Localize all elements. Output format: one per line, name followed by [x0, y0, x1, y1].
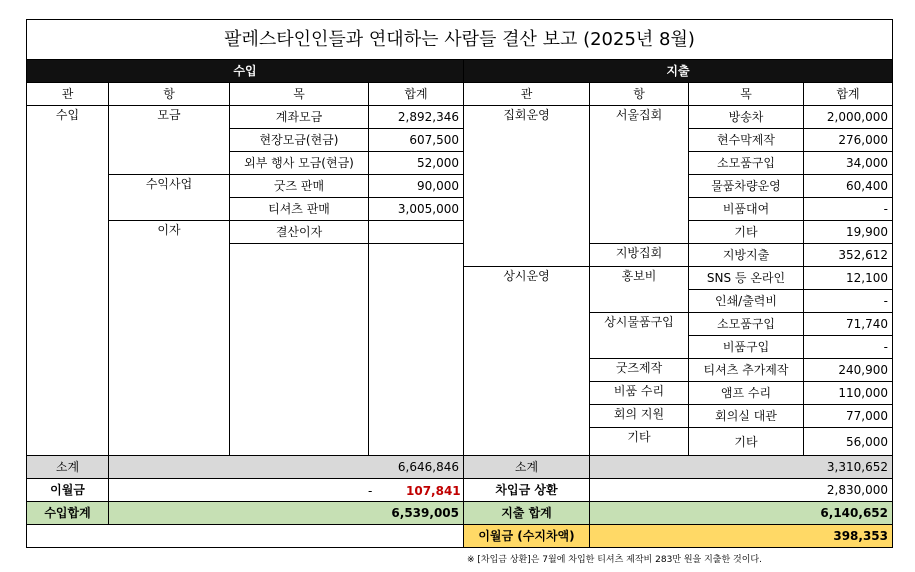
expense-mok: 지방지출: [688, 243, 804, 267]
settlement-report-sheet: [26, 19, 893, 548]
income-carry-label: 이월금: [26, 478, 109, 502]
expense-amount: 77,000: [803, 404, 893, 428]
expense-amount: 60,400: [803, 174, 893, 198]
expense-mok: 비품대여: [688, 197, 804, 221]
expense-mok: 기타: [688, 220, 804, 244]
expense-amount: 276,000: [803, 128, 893, 152]
expense-amount: 71,740: [803, 312, 893, 336]
income-subtotal-label: 소계: [26, 455, 109, 479]
income-hang-fundraising: 모금: [108, 105, 230, 175]
income-hang-interest: 이자: [108, 220, 230, 456]
expense-banner: 지출: [463, 59, 893, 83]
footnote: ※ [차입금 상환]은 7월에 차입한 티셔츠 제작비 283만 원을 지출한 것이다.: [467, 555, 762, 565]
expense-amount: 56,000: [803, 427, 893, 456]
expense-subtotal-label: 소계: [463, 455, 590, 479]
expense-mok: 인쇄/출력비: [688, 289, 804, 313]
income-mok: 외부 행사 모금(현금): [229, 151, 369, 175]
expense-hang: 지방집회: [589, 243, 689, 267]
blank-left-cell: [26, 524, 464, 548]
expense-hang: 서울집회: [589, 105, 689, 244]
expense-kwan-rally: 집회운영: [463, 105, 590, 267]
income-total-label: 수입합계: [26, 501, 109, 525]
expense-mok: 소모품구입: [688, 312, 804, 336]
income-amount: 52,000: [368, 151, 464, 175]
income-amount: 2,892,346: [368, 105, 464, 129]
final-carry-label: 이월금 (수지차액): [463, 524, 590, 548]
income-banner: 수입: [26, 59, 464, 83]
expense-mok: 앰프 수리: [688, 381, 804, 405]
income-mok: 현장모금(현금): [229, 128, 369, 152]
income-carry-sign: -: [368, 484, 373, 498]
expense-header-mok: 목: [688, 82, 804, 106]
expense-amount: 352,612: [803, 243, 893, 267]
expense-amount: 12,100: [803, 266, 893, 290]
expense-hang: 홍보비: [589, 266, 689, 313]
expense-hang: 상시물품구입: [589, 312, 689, 359]
expense-amount: 110,000: [803, 381, 893, 405]
expense-mok: 현수막제작: [688, 128, 804, 152]
income-mok: 티셔츠 판매: [229, 197, 369, 221]
expense-mok: 티셔츠 추가제작: [688, 358, 804, 382]
income-header-total: 합계: [368, 82, 464, 106]
expense-hang: 비품 수리: [589, 381, 689, 405]
income-header-mok: 목: [229, 82, 369, 106]
expense-hang: 기타: [589, 427, 689, 456]
expense-header-hang: 항: [589, 82, 689, 106]
expense-subtotal-value: 3,310,652: [589, 455, 893, 479]
expense-amount: 240,900: [803, 358, 893, 382]
expense-mok: 비품구입: [688, 335, 804, 359]
income-amount: 3,005,000: [368, 197, 464, 221]
expense-amount: -: [803, 289, 893, 313]
income-mok: 결산이자: [229, 220, 369, 244]
expense-hang: 회의 지원: [589, 404, 689, 428]
expense-amount: -: [803, 335, 893, 359]
expense-mok: 물품차량운영: [688, 174, 804, 198]
final-carry-value: 398,353: [589, 524, 893, 548]
income-amount: 90,000: [368, 174, 464, 198]
income-subtotal-value: 6,646,846: [108, 455, 464, 479]
expense-amount: 19,900: [803, 220, 893, 244]
expense-loan-label: 차입금 상환: [463, 478, 590, 502]
expense-kwan-regular: 상시운영: [463, 266, 590, 456]
expense-mok: 기타: [688, 427, 804, 456]
expense-header-kwan: 관: [463, 82, 590, 106]
expense-mok: 방송차: [688, 105, 804, 129]
income-mok: 계좌모금: [229, 105, 369, 129]
income-mok: 굿즈 판매: [229, 174, 369, 198]
expense-total-value: 6,140,652: [589, 501, 893, 525]
expense-total-label: 지출 합계: [463, 501, 590, 525]
expense-header-total: 합계: [803, 82, 893, 106]
expense-amount: 34,000: [803, 151, 893, 175]
income-hang-business: 수익사업: [108, 174, 230, 221]
expense-hang: 굿즈제작: [589, 358, 689, 382]
income-amount: [368, 220, 464, 244]
expense-mok: 소모품구입: [688, 151, 804, 175]
expense-mok: 회의실 대관: [688, 404, 804, 428]
expense-amount: -: [803, 197, 893, 221]
income-empty-mok: [229, 243, 369, 456]
expense-mok: SNS 등 온라인: [688, 266, 804, 290]
income-header-kwan: 관: [26, 82, 109, 106]
income-amount: 607,500: [368, 128, 464, 152]
expense-loan-value: 2,830,000: [589, 478, 893, 502]
income-header-hang: 항: [108, 82, 230, 106]
income-kwan-cell: 수입: [26, 105, 109, 456]
income-carry-value: 107,841: [406, 484, 461, 498]
income-total-value: 6,539,005: [108, 501, 464, 525]
expense-amount: 2,000,000: [803, 105, 893, 129]
report-title: 팔레스타인인들과 연대하는 사람들 결산 보고 (2025년 8월): [26, 19, 893, 60]
income-empty-amount: [368, 243, 464, 456]
